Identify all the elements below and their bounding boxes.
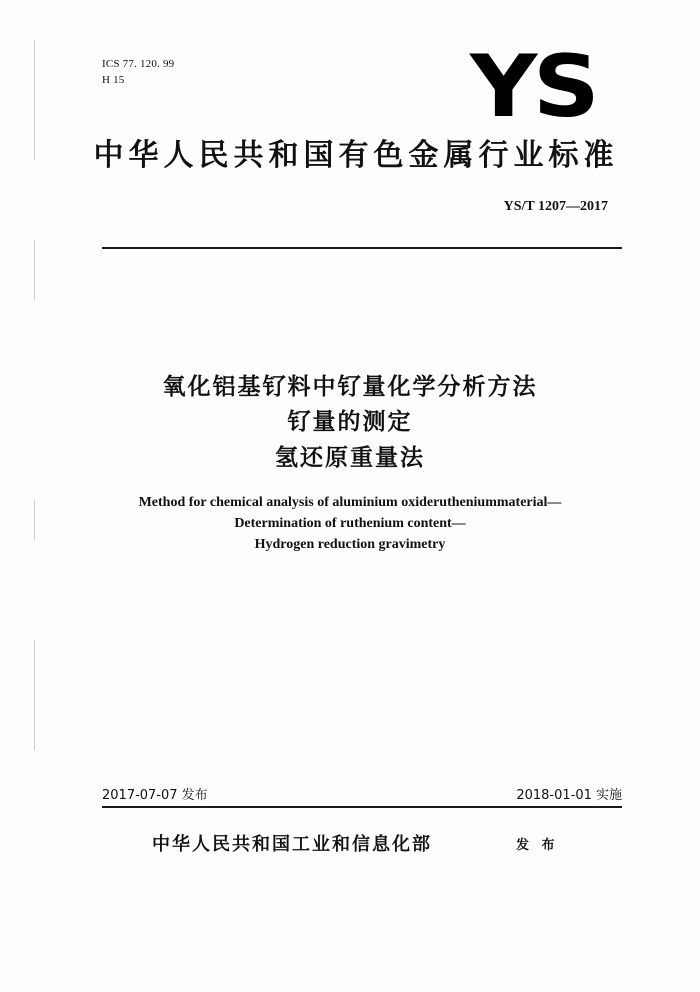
ccs-code: H 15 bbox=[102, 74, 125, 86]
dates-row bbox=[102, 784, 622, 804]
header-divider bbox=[102, 247, 622, 249]
standard-category-title: 中华人民共和国有色金属行业标准 bbox=[93, 138, 619, 173]
cn-title-line-3: 氢还原重量法 bbox=[275, 445, 425, 471]
publish-label: 发 布 bbox=[516, 838, 559, 853]
ics-code: ICS 77. 120. 99 bbox=[102, 58, 175, 70]
en-title-line-2: Determination of ruthenium content— bbox=[234, 516, 466, 531]
en-title-line-3: Hydrogen reduction gravimetry bbox=[254, 537, 446, 552]
scan-edge-mark bbox=[34, 500, 35, 540]
classification-codes bbox=[102, 56, 174, 88]
en-title-line-1: Method for chemical analysis of aluminium oxiderutheniummaterial— bbox=[138, 495, 562, 510]
implementation-date: 2018-01-01 实施 bbox=[516, 788, 622, 803]
ys-logo: YS bbox=[470, 37, 596, 137]
scan-edge-mark bbox=[34, 40, 35, 160]
cn-title-line-1: 氧化铝基钌料中钌量化学分析方法 bbox=[162, 374, 538, 400]
issuing-authority: 中华人民共和国工业和信息化部 bbox=[152, 834, 432, 855]
scan-edge-mark bbox=[34, 240, 35, 300]
scan-edge-mark bbox=[34, 640, 35, 750]
cn-title-line-2: 钌量的测定 bbox=[287, 409, 413, 435]
standard-number: YS/T 1207—2017 bbox=[503, 199, 608, 214]
footer-divider bbox=[102, 806, 622, 808]
issue-date: 2017-07-07 发布 bbox=[102, 788, 208, 803]
